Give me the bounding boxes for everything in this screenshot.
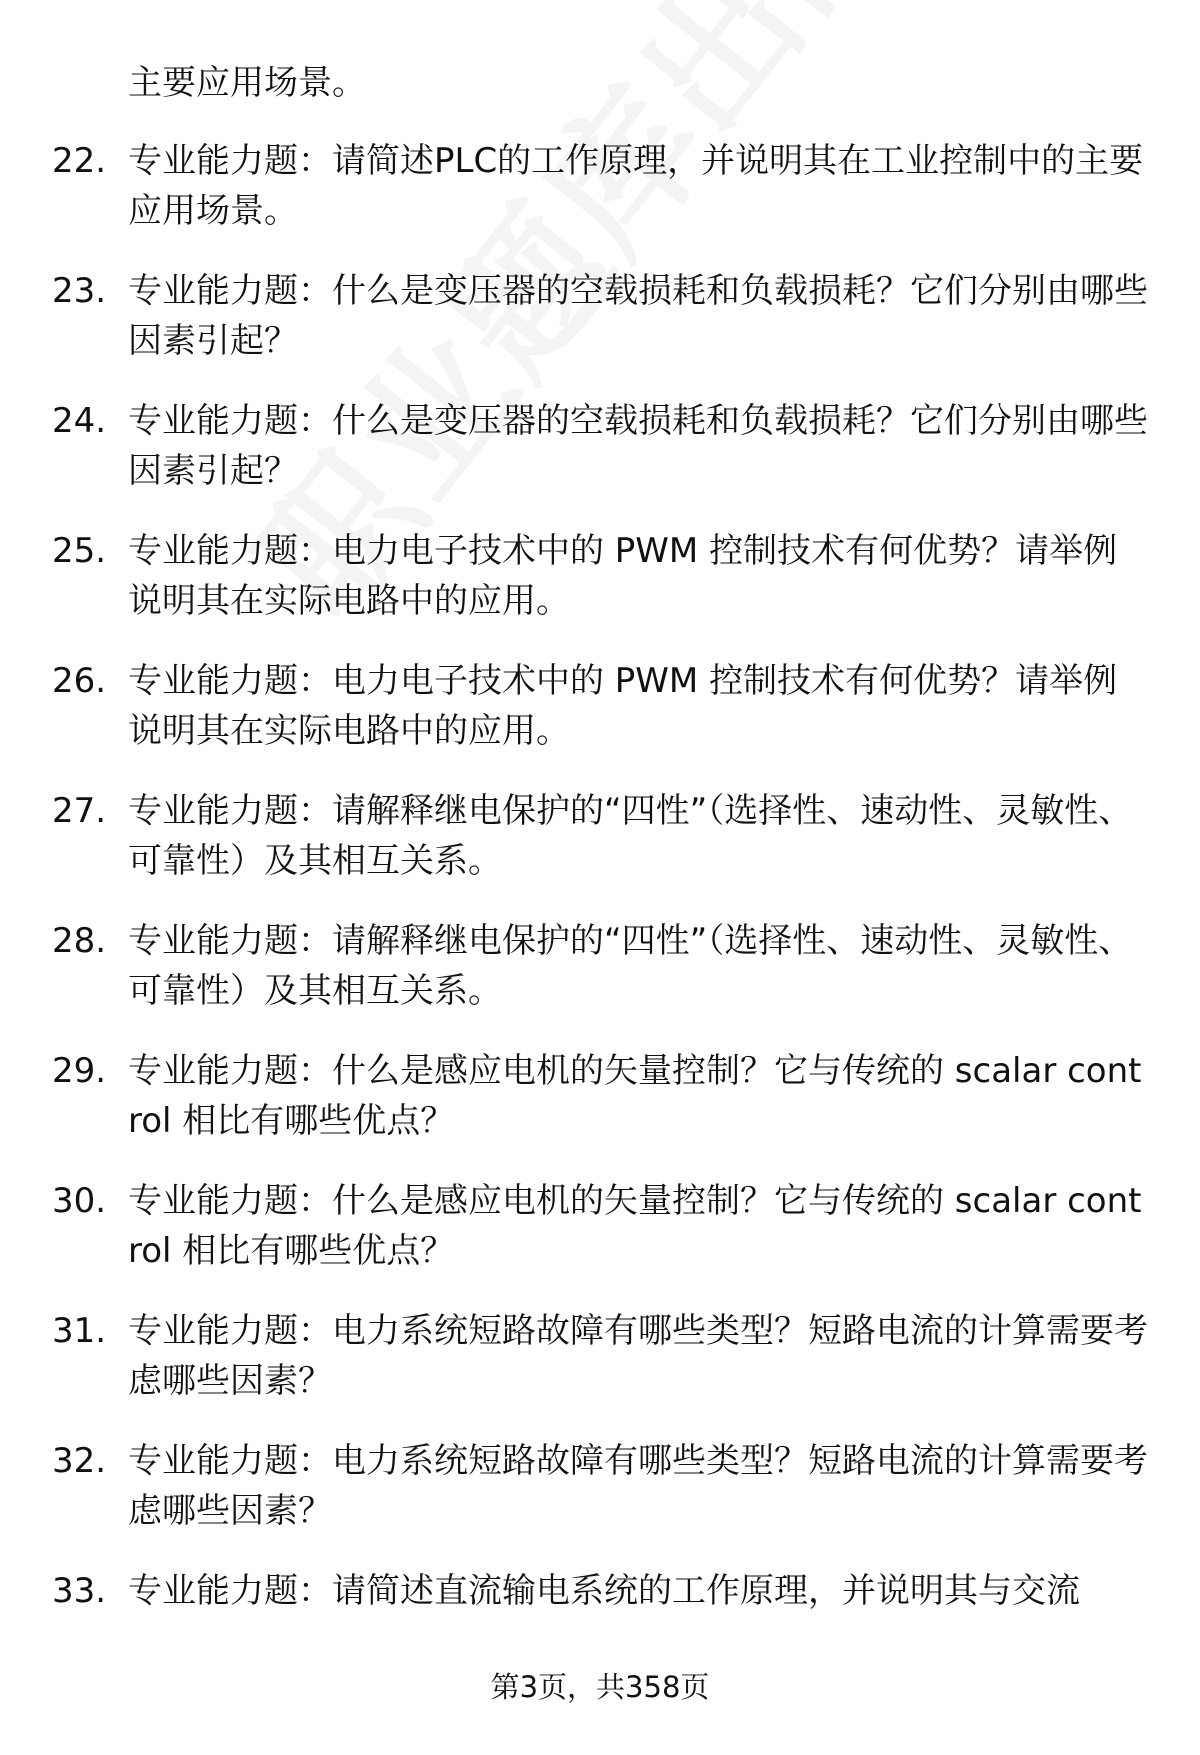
- question-text: 专业能力题：请解释继电保护的“四性”（选择性、速动性、灵敏性、可靠性）及其相互关系。: [128, 791, 1133, 881]
- question-list: [0, 136, 1200, 1696]
- question-text: 专业能力题：电力系统短路故障有哪些类型？短路电流的计算需要考虑哪些因素？: [128, 1311, 1148, 1401]
- question-text: 专业能力题：电力系统短路故障有哪些类型？短路电流的计算需要考虑哪些因素？: [128, 1441, 1148, 1531]
- question-text: 专业能力题：什么是变压器的空载损耗和负载损耗？它们分别由哪些因素引起？: [128, 271, 1148, 361]
- question-text: 专业能力题：请简述PLC的工作原理，并说明其在工业控制中的主要应用场景。: [128, 141, 1144, 231]
- question-number: 28.: [52, 921, 107, 961]
- question-number: 32.: [52, 1441, 107, 1481]
- page-footer: 第3页，共358页: [490, 1670, 710, 1704]
- question-text: 专业能力题：请解释继电保护的“四性”（选择性、速动性、灵敏性、可靠性）及其相互关系。: [128, 921, 1133, 1011]
- question-item: [0, 136, 1200, 266]
- question-text: 专业能力题：请简述直流输电系统的工作原理，并说明其与交流: [128, 1571, 1080, 1611]
- question-number: 27.: [52, 791, 107, 831]
- question-text: 专业能力题：什么是感应电机的矢量控制？它与传统的 scalar control 相比有哪些优点？: [128, 1181, 1142, 1271]
- carry-over-text: 主要应用场景。: [128, 63, 366, 103]
- question-item: [0, 526, 1200, 656]
- question-number: 24.: [52, 401, 107, 441]
- question-item: [0, 916, 1200, 1046]
- question-number: 33.: [52, 1571, 107, 1611]
- question-text: 专业能力题：什么是变压器的空载损耗和负载损耗？它们分别由哪些因素引起？: [128, 401, 1148, 491]
- question-item: [0, 266, 1200, 396]
- question-item: [0, 1436, 1200, 1566]
- question-number: 23.: [52, 271, 107, 311]
- question-text: 专业能力题：什么是感应电机的矢量控制？它与传统的 scalar control 相比有哪些优点？: [128, 1051, 1142, 1141]
- question-item: [0, 656, 1200, 786]
- question-text: 专业能力题：电力电子技术中的 PWM 控制技术有何优势？请举例说明其在实际电路中的应用。: [128, 661, 1118, 751]
- question-item: [0, 1046, 1200, 1176]
- question-item: [0, 396, 1200, 526]
- question-item: [0, 786, 1200, 916]
- question-item: [0, 1306, 1200, 1436]
- question-text: 专业能力题：电力电子技术中的 PWM 控制技术有何优势？请举例说明其在实际电路中的应用。: [128, 531, 1118, 621]
- question-number: 22.: [52, 141, 107, 181]
- question-number: 30.: [52, 1181, 107, 1221]
- question-item: [0, 1176, 1200, 1306]
- question-number: 25.: [52, 531, 107, 571]
- question-number: 31.: [52, 1311, 107, 1351]
- question-number: 26.: [52, 661, 107, 701]
- question-number: 29.: [52, 1051, 107, 1091]
